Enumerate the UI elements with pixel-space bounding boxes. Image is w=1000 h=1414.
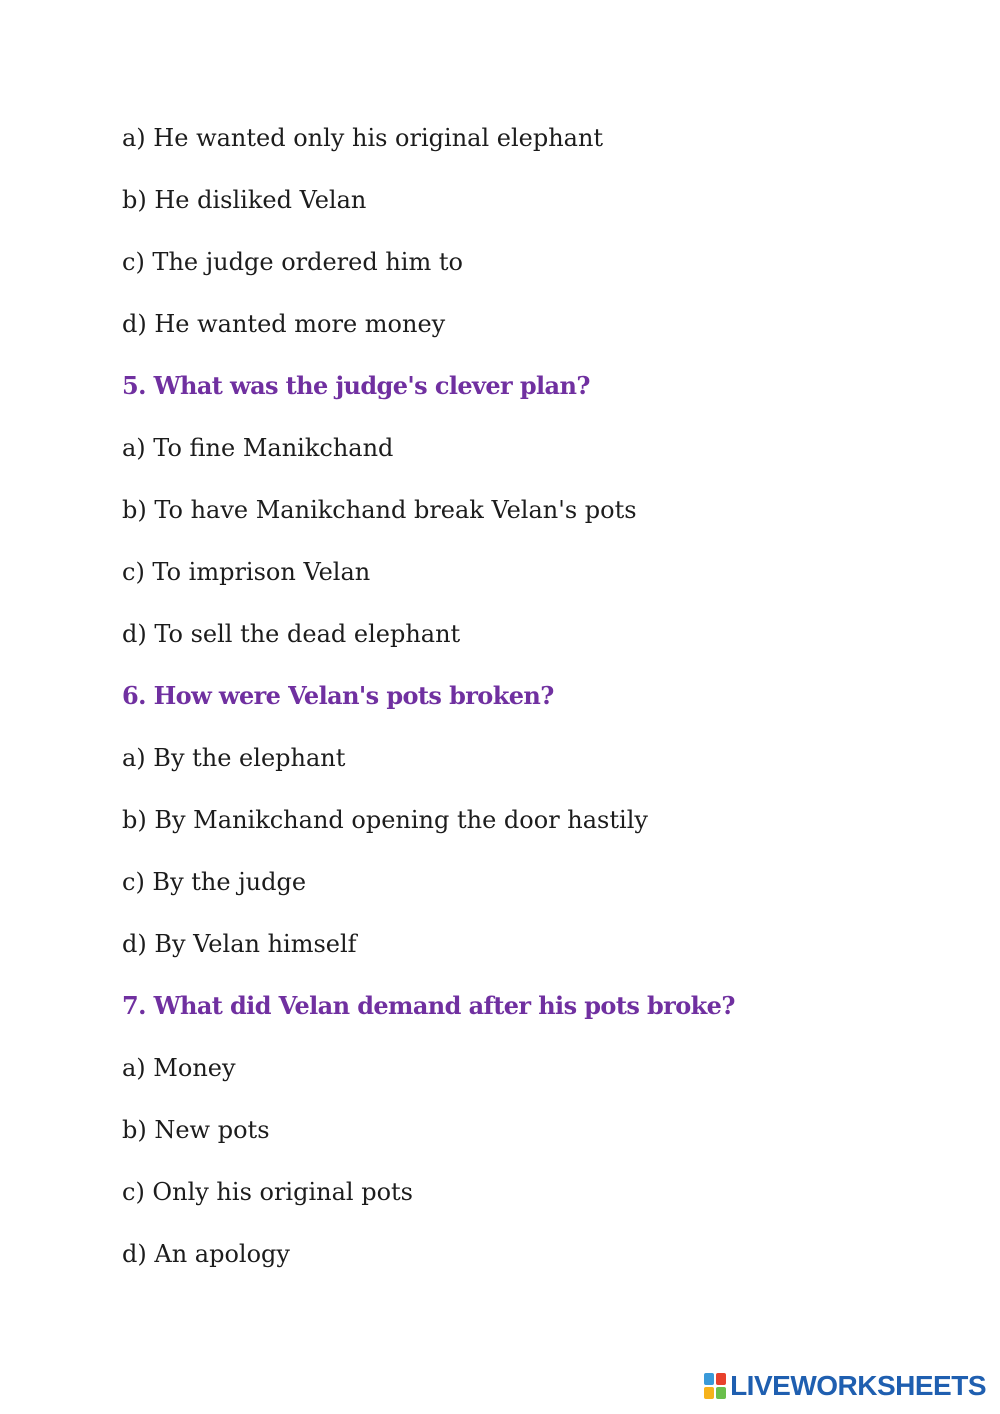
question-7-option-d: d) An apology	[122, 1240, 290, 1268]
liveworksheets-logo-icon	[704, 1373, 726, 1399]
question-7: 7. What did Velan demand after his pots broke?	[122, 991, 735, 1020]
question-5: 5. What was the judge's clever plan?	[122, 371, 590, 400]
logo-square-red	[716, 1373, 726, 1385]
question-6-option-b: b) By Manikchand opening the door hastily	[122, 806, 648, 834]
question-7-option-b: b) New pots	[122, 1116, 270, 1144]
question-5-option-c: c) To imprison Velan	[122, 558, 371, 586]
liveworksheets-logo-text: LIVEWORKSHEETS	[730, 1370, 986, 1401]
question-5-option-d: d) To sell the dead elephant	[122, 620, 461, 648]
option-c: c) The judge ordered him to	[122, 248, 463, 276]
option-a: a) He wanted only his original elephant	[122, 124, 604, 152]
question-6-option-c: c) By the judge	[122, 868, 307, 896]
question-7-option-a: a) Money	[122, 1054, 236, 1082]
question-6-option-a: a) By the elephant	[122, 744, 346, 772]
question-6: 6. How were Velan's pots broken?	[122, 681, 554, 710]
liveworksheets-logo[interactable]	[704, 1372, 986, 1400]
logo-square-green	[716, 1387, 726, 1399]
logo-square-blue	[704, 1373, 714, 1385]
question-5-option-a: a) To fine Manikchand	[122, 434, 394, 462]
logo-square-yellow	[704, 1387, 714, 1399]
option-b: b) He disliked Velan	[122, 186, 367, 214]
worksheet-content	[122, 118, 942, 1296]
question-6-option-d: d) By Velan himself	[122, 930, 357, 958]
option-d: d) He wanted more money	[122, 310, 446, 338]
question-7-option-c: c) Only his original pots	[122, 1178, 413, 1206]
question-5-option-b: b) To have Manikchand break Velan's pots	[122, 496, 637, 524]
